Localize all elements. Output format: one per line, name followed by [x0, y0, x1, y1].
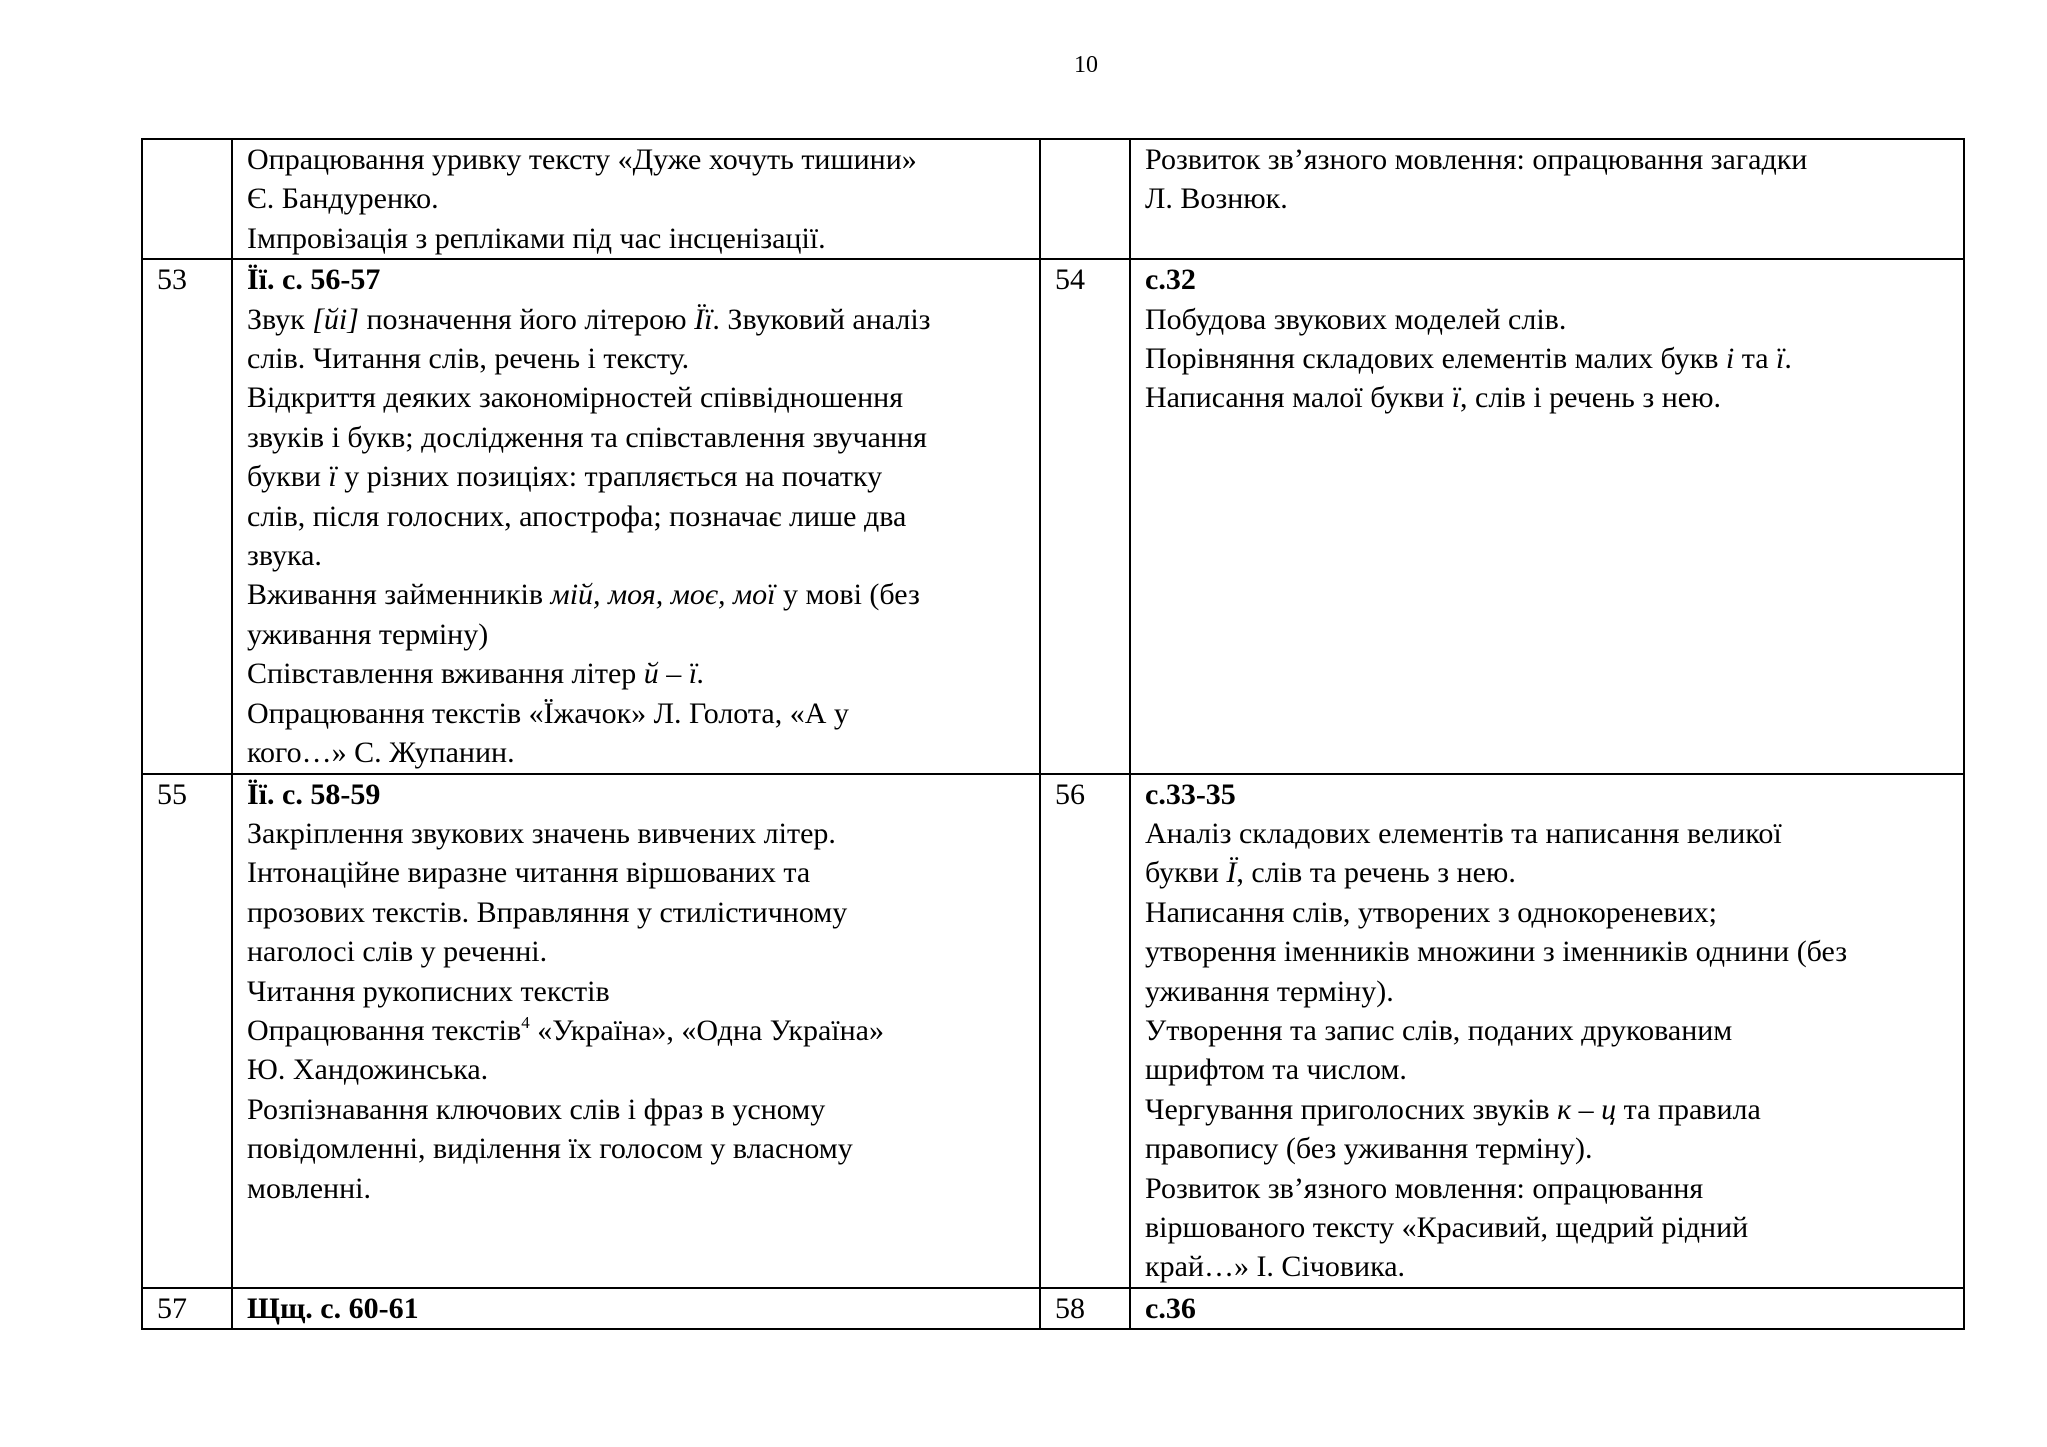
- text-segment: Порівняння складових елементів малих букв: [1145, 342, 1726, 376]
- text-line: [1145, 1169, 1953, 1208]
- left-lesson-number: 53: [142, 259, 232, 773]
- page-number: 10: [1074, 52, 1098, 78]
- text-line: [247, 457, 1029, 496]
- text-segment: утворення іменників множини з іменників однини (без: [1145, 935, 1848, 969]
- text-segment: Розвиток зв’язного мовлення: опрацювання: [1145, 1171, 1704, 1205]
- text-segment: .: [1784, 342, 1792, 376]
- text-segment: слів. Читання слів, речень і тексту.: [247, 342, 690, 376]
- text-segment: Розпізнавання ключових слів і фраз в усному: [247, 1092, 826, 1126]
- text-line: [247, 300, 1029, 339]
- left-lesson-content: [232, 259, 1040, 773]
- text-line: [247, 1129, 1029, 1168]
- text-segment: Опрацювання текстів «Їжачок» Л. Голота, «А у: [247, 696, 849, 730]
- text-segment: Л. Вознюк.: [1145, 182, 1288, 216]
- text-segment: Чергування приголосних звуків: [1145, 1092, 1558, 1126]
- text-segment: ї: [328, 460, 337, 494]
- text-line: [247, 853, 1029, 892]
- table-row: [142, 774, 1964, 1288]
- text-line: [247, 497, 1029, 536]
- text-line: [247, 339, 1029, 378]
- text-segment: Відкриття деяких закономірностей співвідношення: [247, 381, 904, 415]
- text-segment: Написання слів, утворених з однокореневих;: [1145, 895, 1717, 929]
- text-segment: Опрацювання уривку тексту «Дуже хочуть тишини»: [247, 143, 917, 176]
- text-segment: Ї: [1226, 856, 1237, 890]
- text-segment: Вживання займенників: [247, 578, 551, 612]
- text-line: [247, 575, 1029, 614]
- left-lesson-number: [142, 139, 232, 259]
- right-lesson-heading: с.33-35: [1145, 777, 1236, 811]
- text-segment: і: [1725, 342, 1735, 376]
- right-lesson-content: [1130, 1288, 1964, 1329]
- text-segment: Читання рукописних текстів: [247, 974, 610, 1008]
- text-line: [1145, 1090, 1953, 1129]
- text-line: [247, 1090, 1029, 1129]
- text-line: [247, 654, 1029, 693]
- text-line: [247, 814, 1029, 853]
- text-segment: ї: [1776, 342, 1785, 376]
- right-lesson-number: 58: [1040, 1288, 1130, 1329]
- text-line: [247, 378, 1029, 417]
- text-segment: мовленні.: [247, 1171, 371, 1205]
- text-line: [247, 1169, 1029, 1208]
- text-line: [247, 694, 1029, 733]
- right-lesson-number: 56: [1040, 774, 1130, 1288]
- text-segment: Є. Бандуренко.: [247, 182, 439, 216]
- table-row: [142, 139, 1964, 259]
- lesson-plan-table: [141, 138, 1965, 1330]
- text-segment: , слів і речень з нею.: [1460, 381, 1721, 415]
- text-segment: [йі]: [312, 302, 359, 336]
- text-line: [1145, 339, 1953, 378]
- text-line: [1145, 972, 1953, 1011]
- text-segment: прозових текстів. Вправляння у стилістичному: [247, 895, 848, 929]
- text-line: [1145, 1208, 1953, 1247]
- text-segment: позначення його літерою: [358, 302, 695, 336]
- text-line: [247, 140, 1029, 179]
- right-lesson-content: [1130, 139, 1964, 259]
- text-segment: Аналіз складових елементів та написання великої: [1145, 816, 1782, 850]
- text-segment: Ю. Хандожинська.: [247, 1053, 489, 1087]
- text-segment: , слів та речень з нею.: [1236, 856, 1516, 890]
- table-row: [142, 1288, 1964, 1329]
- right-lesson-content: [1130, 259, 1964, 773]
- text-segment: й – ї.: [643, 657, 705, 691]
- text-segment: Опрацювання текстів: [247, 1013, 522, 1047]
- text-segment: мій, моя, моє, мої: [550, 578, 776, 612]
- left-lesson-heading: Її. с. 58-59: [247, 777, 381, 811]
- left-lesson-content: [232, 1288, 1040, 1329]
- text-segment: букви: [247, 460, 329, 494]
- text-line: [1145, 300, 1953, 339]
- right-lesson-heading: с.32: [1145, 263, 1196, 297]
- text-segment: букви: [1145, 856, 1227, 890]
- left-lesson-number: 55: [142, 774, 232, 1288]
- text-line: [247, 219, 1029, 258]
- text-segment: Розвиток зв’язного мовлення: опрацювання загадки: [1145, 143, 1808, 176]
- text-segment: . Звуковий аналіз: [712, 302, 931, 336]
- text-segment: Звук: [247, 302, 313, 336]
- text-line: [1145, 140, 1953, 179]
- text-segment: слів, після голосних, апострофа; позначає лише два: [247, 499, 907, 533]
- text-line: [1145, 1129, 1953, 1168]
- text-segment: Закріплення звукових значень вивчених літер.: [247, 816, 836, 850]
- text-segment: Співставлення вживання літер: [247, 657, 644, 691]
- table-row: [142, 259, 1964, 773]
- text-segment: звуків і букв; дослідження та співставлення звучання: [247, 420, 927, 454]
- text-line: [247, 893, 1029, 932]
- text-segment: правопису (без уживання терміну).: [1145, 1132, 1593, 1166]
- text-line: [247, 1011, 1029, 1050]
- text-segment: край…» І. Січовика.: [1145, 1250, 1406, 1284]
- text-segment: кого…» С. Жупанин.: [247, 736, 515, 770]
- text-line: [247, 179, 1029, 218]
- right-lesson-number: 54: [1040, 259, 1130, 773]
- text-line: [1145, 1011, 1953, 1050]
- text-segment: уживання терміну).: [1145, 974, 1394, 1008]
- text-line: [1145, 932, 1953, 971]
- text-segment: Її: [694, 302, 713, 336]
- left-lesson-heading: Щщ. с. 60-61: [247, 1291, 419, 1325]
- text-segment: віршованого тексту «Красивий, щедрий рідний: [1145, 1210, 1749, 1244]
- text-segment: «Україна», «Одна Україна»: [529, 1013, 884, 1047]
- text-line: [1145, 893, 1953, 932]
- text-line: [1145, 378, 1953, 417]
- right-lesson-heading: с.36: [1145, 1291, 1196, 1325]
- text-line: [1145, 1050, 1953, 1089]
- text-segment: наголосі слів у реченні.: [247, 935, 548, 969]
- text-line: [247, 615, 1029, 654]
- text-line: [1145, 179, 1953, 218]
- text-line: [247, 536, 1029, 575]
- text-segment: у мові (без: [775, 578, 920, 612]
- left-lesson-content: [232, 774, 1040, 1288]
- text-segment: Інтонаційне виразне читання віршованих та: [247, 856, 811, 890]
- text-segment: та: [1734, 342, 1777, 376]
- footnote-marker: 4: [521, 1012, 530, 1032]
- text-segment: ї: [1451, 381, 1461, 415]
- text-line: [247, 418, 1029, 457]
- text-segment: уживання терміну): [247, 617, 489, 651]
- text-line: [1145, 1247, 1953, 1286]
- text-line: [247, 932, 1029, 971]
- text-segment: Утворення та запис слів, поданих друкованим: [1145, 1013, 1733, 1047]
- text-segment: Імпровізація з репліками під час інсценізації.: [247, 221, 826, 255]
- text-segment: у різних позиціях: трапляється на початку: [336, 460, 883, 494]
- text-line: [1145, 814, 1953, 853]
- text-segment: звука.: [247, 539, 322, 573]
- text-segment: та правила: [1616, 1092, 1761, 1126]
- text-segment: Написання малої букви: [1145, 381, 1452, 415]
- text-line: [247, 733, 1029, 772]
- right-lesson-number: [1040, 139, 1130, 259]
- text-segment: повідомленні, виділення їх голосом у власному: [247, 1132, 853, 1166]
- text-line: [247, 1050, 1029, 1089]
- text-segment: к – ц: [1557, 1092, 1617, 1126]
- left-lesson-number: 57: [142, 1288, 232, 1329]
- left-lesson-content: [232, 139, 1040, 259]
- text-segment: Побудова звукових моделей слів.: [1145, 302, 1567, 336]
- left-lesson-heading: Її. с. 56-57: [247, 263, 381, 297]
- table-body: [142, 139, 1964, 1329]
- text-line: [1145, 853, 1953, 892]
- right-lesson-content: [1130, 774, 1964, 1288]
- text-line: [247, 972, 1029, 1011]
- text-segment: шрифтом та числом.: [1145, 1053, 1407, 1087]
